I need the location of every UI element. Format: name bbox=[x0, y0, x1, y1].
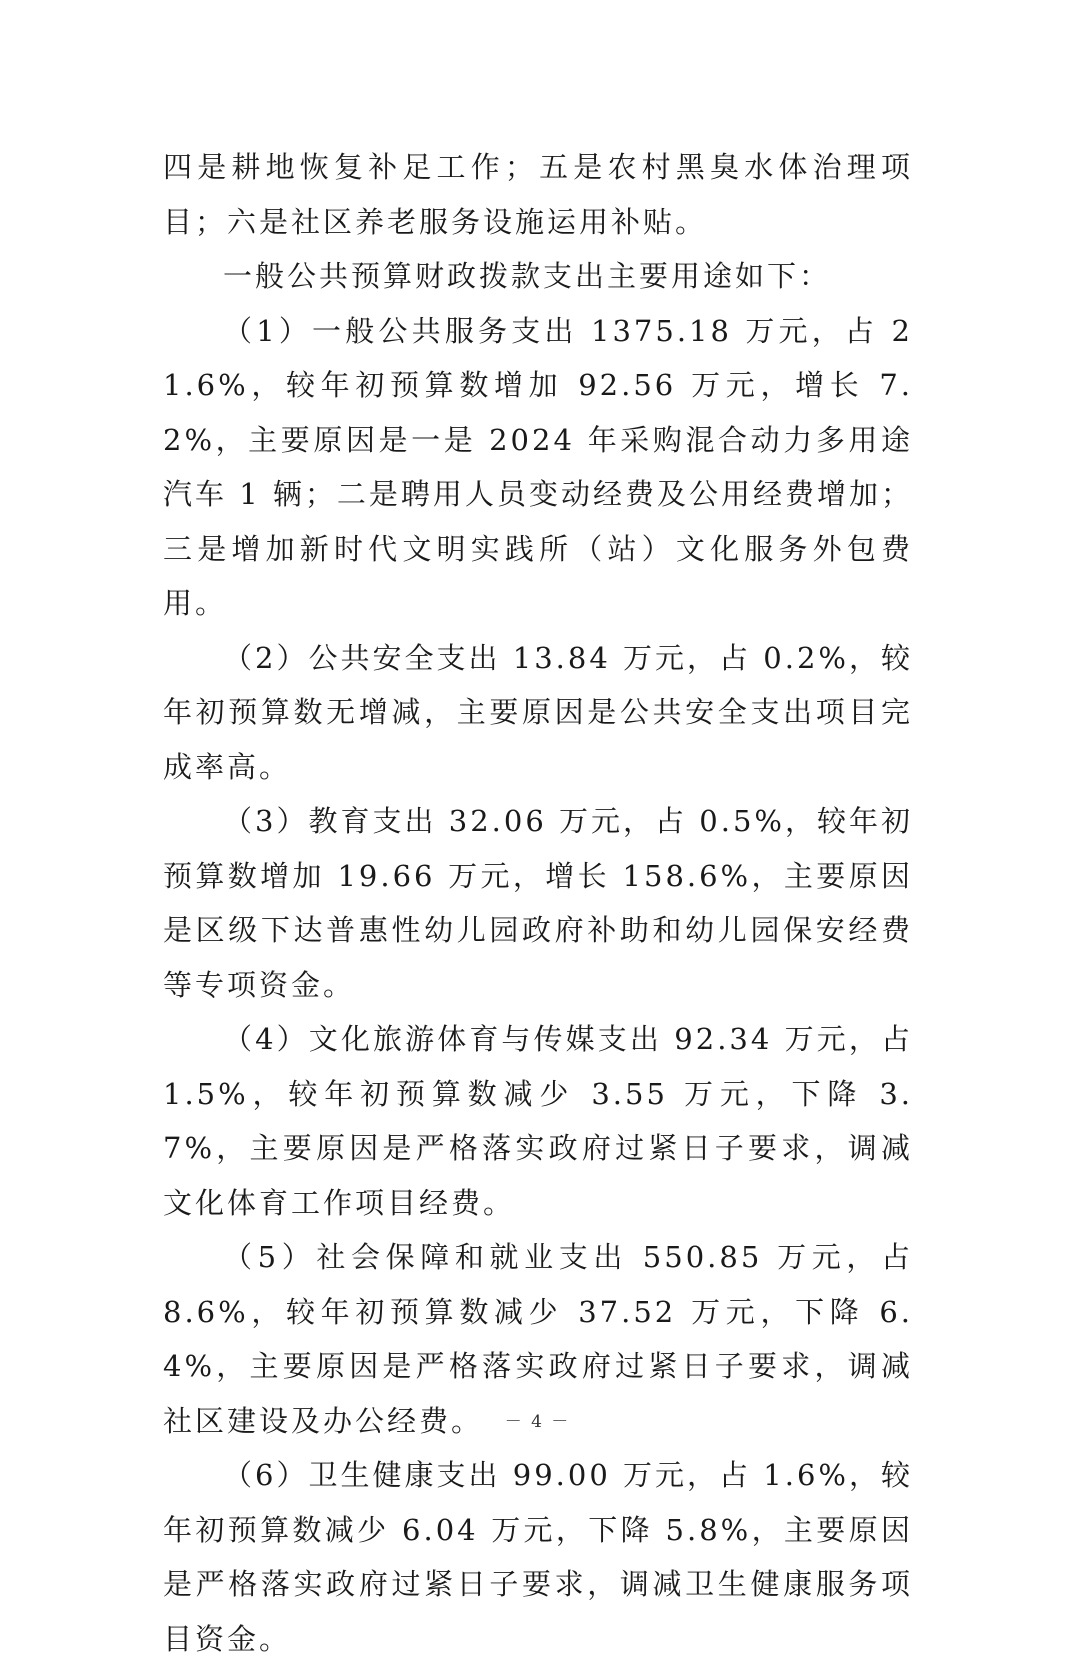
paragraph-item-3: （3）教育支出 32.06 万元，占 0.5%，较年初预算数增加 19.66 万元，增长 158.6%，主要原因是区级下达普惠性幼儿园政府补助和幼儿园保安经费等专项资金。 bbox=[163, 804, 913, 1002]
paragraph-continuation: 四是耕地恢复补足工作；五是农村黑臭水体治理项目；六是社区养老服务设施运用补贴。 bbox=[163, 150, 913, 239]
paragraph-item-1: （1）一般公共服务支出 1375.18 万元，占 21.6%，较年初预算数增加 92.56 万元，增长 7.2%，主要原因是一是 2024 年采购混合动力多用途汽车 1 辆；二是聘用人员变动经费及公用经费增加；三是增加新时代文明实践所（站）文化服务外包费用。 bbox=[163, 313, 913, 620]
paragraph-intro: 一般公共预算财政拨款支出主要用途如下： bbox=[223, 259, 832, 293]
paragraph-item-5: （5）社会保障和就业支出 550.85 万元，占 8.6%，较年初预算数减少 37.52 万元，下降 6.4%，主要原因是严格落实政府过紧日子要求，调减社区建设及办公经费。 bbox=[163, 1240, 913, 1438]
paragraph-item-6: （6）卫生健康支出 99.00 万元，占 1.6%，较年初预算数减少 6.04 万元，下降 5.8%，主要原因是严格落实政府过紧日子要求，调减卫生健康服务项目资金。 bbox=[163, 1458, 913, 1656]
paragraph-item-4: （4）文化旅游体育与传媒支出 92.34 万元，占 1.5%，较年初预算数减少 3.55 万元，下降 3.7%，主要原因是严格落实政府过紧日子要求，调减文化体育工作项目经费。 bbox=[163, 1022, 913, 1220]
body-text bbox=[163, 140, 913, 1666]
page-number: － 4 － bbox=[504, 1412, 571, 1432]
paragraph-item-2: （2）公共安全支出 13.84 万元，占 0.2%，较年初预算数无增减，主要原因是公共安全支出项目完成率高。 bbox=[163, 640, 913, 784]
